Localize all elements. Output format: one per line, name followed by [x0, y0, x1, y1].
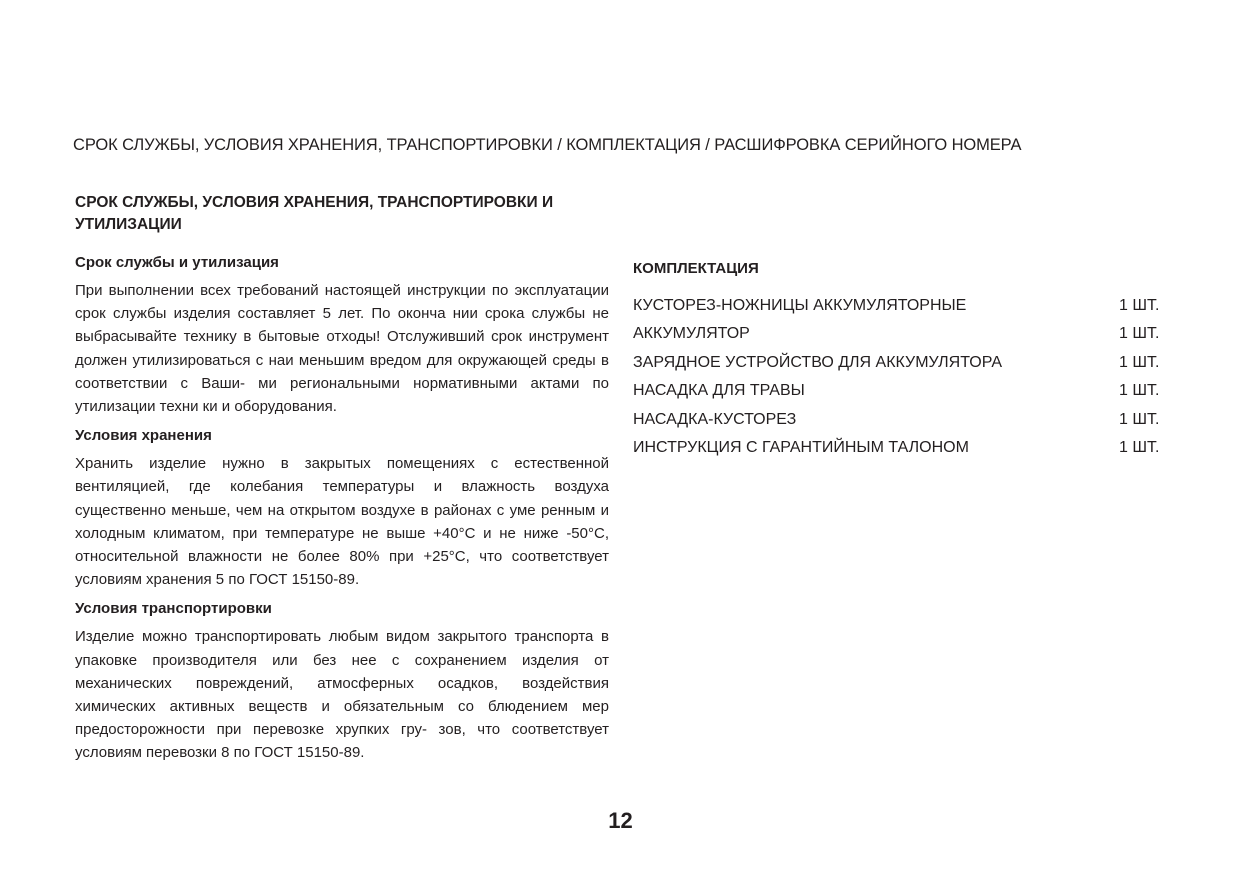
kit-item-name: КУСТОРЕЗ-НОЖНИЦЫ АККУМУЛЯТОРНЫЕ [633, 297, 967, 314]
kit-item-name: ИНСТРУКЦИЯ С ГАРАНТИЙНЫМ ТАЛОНОМ [633, 439, 969, 457]
service-life-heading: Срок службы и утилизация [75, 254, 279, 271]
transport-text: Изделие можно транспортировать любым видом закрытого транспорта в упаковке производителя или без нее с сохранением изделия от механических повреждений, атмосферных осадков, воздействия химических активных веществ и обязательным со блюдением мер предосторожности при перевозке хрупких гру- зов, что соответствует условиям перевозки 8 по ГОСТ 15150-89. [75, 628, 609, 762]
section-title: СРОК СЛУЖБЫ, УСЛОВИЯ ХРАНЕНИЯ, ТРАНСПОРТИРОВКИ И УТИЛИЗАЦИИ [75, 194, 554, 233]
kit-title: КОМПЛЕКТАЦИЯ [633, 260, 759, 277]
kit-item-name: НАСАДКА ДЛЯ ТРАВЫ [633, 382, 805, 400]
kit-item-name: НАСАДКА-КУСТОРЕЗ [633, 410, 797, 428]
page-header: СРОК СЛУЖБЫ, УСЛОВИЯ ХРАНЕНИЯ, ТРАНСПОРТИРОВКИ / КОМПЛЕКТАЦИЯ / РАСШИФРОВКА СЕРИЙНОГО НОМЕРА [73, 136, 1022, 154]
service-life-text: При выполнении всех требований настоящей инструкции по эксплуатации срок службы изделия составляет 5 лет. По оконча нии срока службы не выбрасывайте технику в бытовые отходы! Отслуживший срок инструмент должен утилизироваться с наи меньшим вредом для окружающей среды в соответствии с Ваши- ми региональными нормативными актами по утилизации техни ки и оборудования. [75, 282, 609, 416]
kit-item-qty: 1 ШТ. [1119, 439, 1160, 457]
kit-item-name: ЗАРЯДНОЕ УСТРОЙСТВО ДЛЯ АККУМУЛЯТОРА [633, 353, 1002, 371]
kit-item-name: АККУМУЛЯТОР [633, 325, 750, 343]
storage-heading: Условия хранения [75, 427, 212, 445]
kit-item-qty: 1 ШТ. [1119, 382, 1160, 400]
kit-item [633, 434, 1163, 462]
page-number: 12 [608, 808, 633, 833]
kit-item [633, 292, 1163, 320]
kit-section [633, 259, 1163, 462]
kit-item [633, 349, 1163, 377]
kit-item [633, 320, 1163, 348]
transport-heading: Условия транспортировки [75, 600, 272, 618]
kit-item-qty: 1 ШТ. [1119, 353, 1160, 371]
service-life-section [75, 192, 609, 773]
kit-item-qty: 1 ШТ. [1119, 325, 1160, 343]
kit-item-qty: 1 ШТ. [1119, 410, 1160, 428]
kit-item-qty: 1 ШТ. [1119, 297, 1160, 314]
storage-text: Хранить изделие нужно в закрытых помещениях с естественной вентиляцией, где колебания температуры и влажность воздуха существенно меньше, чем на открытом воздухе в районах с уме ренным и холодным климатом, при температуре не выше +40°С и не ниже -50°С, относительной влажности не более 80% при +25°С, что соответствует условиям хранения 5 по ГОСТ 15150-89. [75, 455, 609, 589]
kit-item [633, 377, 1163, 405]
kit-item [633, 406, 1163, 434]
